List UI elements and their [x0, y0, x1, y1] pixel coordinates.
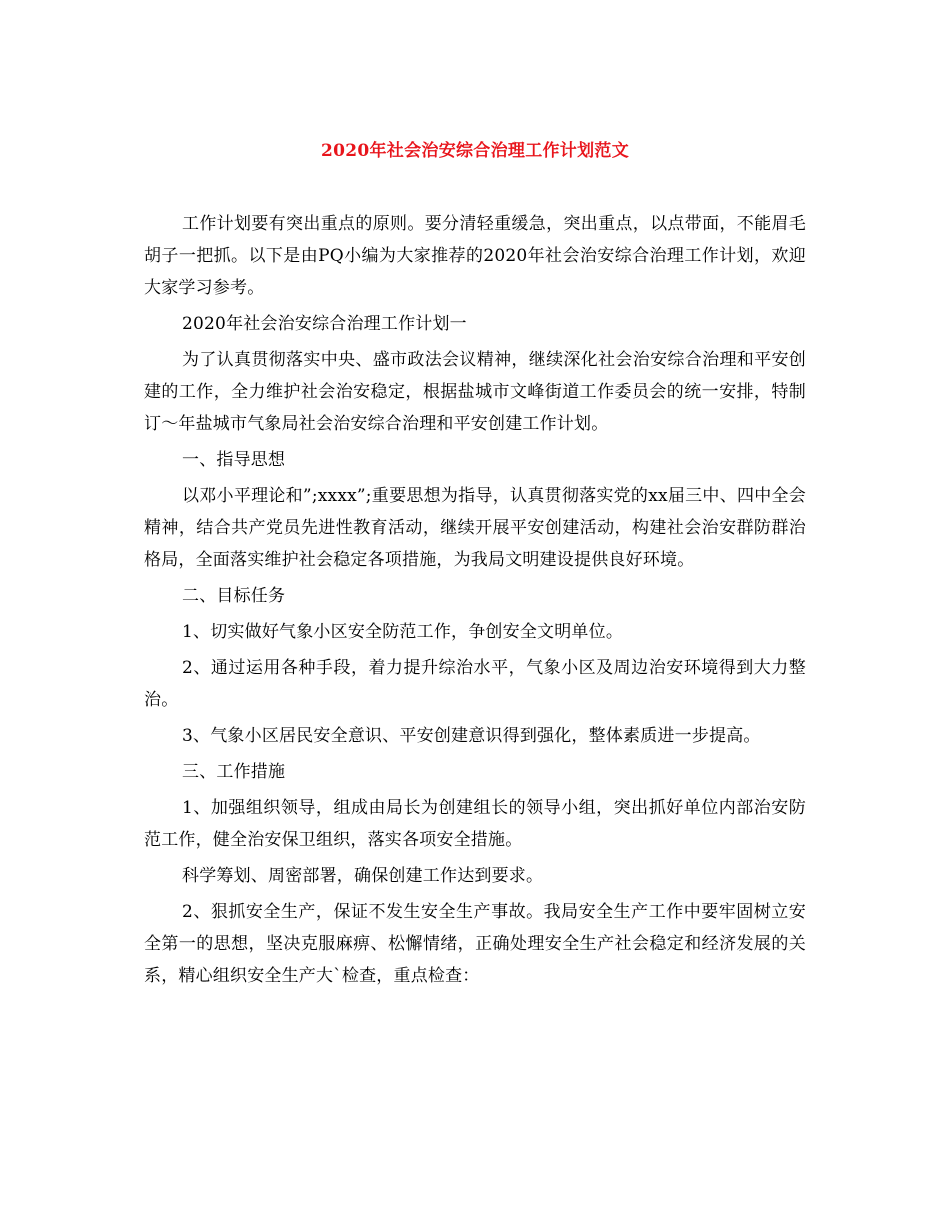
paragraph-measure-1-note: 科学筹划、周密部署，确保创建工作达到要求。: [182, 866, 544, 886]
paragraph-goal-3: 3、气象小区居民安全意识、平安创建意识得到强化，整体素质进一步提高。: [182, 726, 761, 746]
document-title: 2020年社会治安综合治理工作计划范文: [320, 141, 629, 161]
paragraph-guiding-thought: 以邓小平理论和”;xxxx”;重要思想为指导，认真贯彻落实党的xx届三中、四中全会精神，结合共产党员先进性教育活动，继续开展平安创建活动，构建社会治安群防群治格局，全面落实维护社会稳定各项措施，为我局文明建设提供良好环境。: [144, 486, 806, 570]
section-heading-goals: 二、目标任务: [182, 586, 286, 606]
paragraph-goal-1: 1、切实做好气象小区安全防范工作，争创安全文明单位。: [182, 622, 624, 642]
paragraph-plan-heading: 2020年社会治安综合治理工作计划一: [182, 314, 467, 334]
paragraph-intro: 工作计划要有突出重点的原则。要分清轻重缓急，突出重点，以点带面，不能眉毛胡子一把抓。以下是由PQ小编为大家推荐的2020年社会治安综合治理工作计划，欢迎大家学习参考。: [144, 214, 806, 298]
paragraph-measure-2: 2、狠抓安全生产，保证不发生安全生产事故。我局安全生产工作中要牢固树立安全第一的思想，坚决克服麻痹、松懈情绪，正确处理安全生产社会稳定和经济发展的关系，精心组织安全生产大`检查，重点检查：: [144, 902, 806, 986]
document-body: [144, 208, 806, 996]
paragraph-measure-1: 1、加强组织领导，组成由局长为创建组长的领导小组，突出抓好单位内部治安防范工作，健全治安保卫组织，落实各项安全措施。: [144, 798, 806, 850]
paragraph-purpose: 为了认真贯彻落实中央、盛市政法会议精神，继续深化社会治安综合治理和平安创建的工作，全力维护社会治安稳定，根据盐城市文峰街道工作委员会的统一安排，特制订～年盐城市气象局社会治安综合治理和平安创建工作计划。: [144, 350, 806, 434]
section-heading-measures: 三、工作措施: [182, 762, 286, 782]
paragraph-goal-2: 2、通过运用各种手段，着力提升综治水平，气象小区及周边治安环境得到大力整治。: [144, 658, 806, 710]
section-heading-guiding-thought: 一、指导思想: [182, 450, 286, 470]
